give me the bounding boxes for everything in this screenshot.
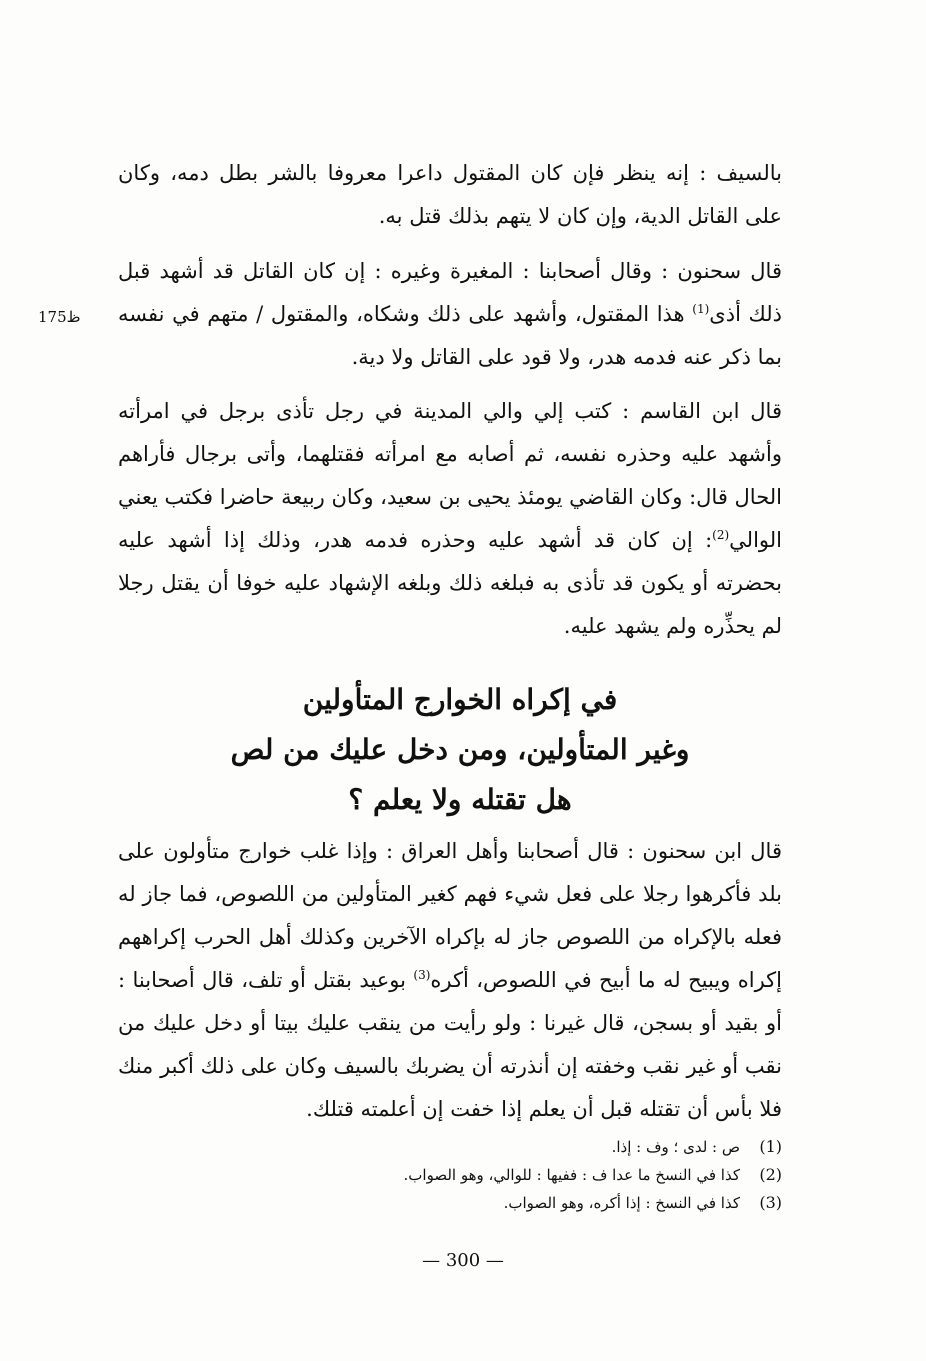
heading-line-3: هل تقتله ولا يعلم ؟ — [348, 783, 572, 816]
paragraph-1-text: بالسيف : إنه ينظر فإن كان المقتول داعرا معروفا بالشر بطل دمه، وكان على القاتل الدية، وإن كان لا يتهم بذلك قتل به. — [118, 161, 782, 228]
paragraph-4 — [118, 830, 782, 1131]
footnote-ref-3: (3) — [413, 968, 431, 982]
page-number: — 300 — — [422, 1250, 504, 1271]
footnote-number: (3) — [759, 1193, 782, 1212]
heading-line-2: وغير المتأولين، ومن دخل عليك من لص — [230, 733, 690, 766]
paragraph-3-text-a: قال ابن القاسم : كتب إلي والي المدينة في رجل تأذى برجل في امرأته وأشهد عليه وحذره نفسه، ثم أصابه مع امرأته فقتلهما، وأتى برجال فأراهم الحال قال: وكان القاضي يومئذ يحيى بن سعيد، وكان ربيعة حاضرا فكتب يعني الوالي — [118, 399, 782, 552]
footnote-ref-1: (1) — [692, 302, 710, 316]
footnote-number: (2) — [759, 1165, 782, 1184]
paragraph-3-text-b: : إن كان قد أشهد عليه وحذره فدمه هدر، وذلك إذا أشهد عليه بحضرته أو يكون قد تأذى به فبلغه ذلك وبلغه الإشهاد عليه خوفا أن يقتل رجلا لم يحذِّره ولم يشهد عليه. — [118, 528, 782, 638]
paragraph-4-text-a: قال ابن سحنون : قال أصحابنا وأهل العراق : وإذا غلب خوارج متأولون على بلد فأكرهوا رجلا على فعل شيء فهم كغير المتأولين من اللصوص، فما جاز له فعله بالإكراه من اللصوص جاز له بإكراه الآخرين وكذلك أهل الحرب إكراههم إكراه ويبيح له ما أبيح في اللصوص، أكره — [118, 839, 782, 992]
paragraph-1 — [118, 152, 782, 238]
marginal-folio-note: 175ظ — [38, 308, 81, 326]
paragraph-3 — [118, 390, 782, 648]
footnote-2 — [330, 1161, 782, 1189]
footnote-1 — [330, 1133, 782, 1161]
footnote-ref-2: (2) — [712, 528, 730, 542]
footnote-text: كذا في النسخ ما عدا ف : ففيها : للوالي، وهو الصواب. — [403, 1166, 740, 1184]
footnote-3 — [330, 1189, 782, 1217]
footnote-text: ص : لدى ؛ وف : إذا. — [611, 1138, 740, 1156]
footnote-number: (1) — [759, 1137, 782, 1156]
footnote-text: كذا في النسخ : إذا أكره، وهو الصواب. — [503, 1194, 740, 1212]
paragraph-2-text-b: هذا المقتول، وأشهد على ذلك وشكاه، والمقتول / متهم في نفسه بما ذكر عنه فدمه هدر، ولا قود على القاتل ولا دية. — [118, 302, 782, 369]
footnotes — [330, 1133, 782, 1217]
paragraph-2 — [118, 250, 782, 379]
heading-line-1: في إكراه الخوارج المتأولين — [302, 683, 618, 716]
section-heading — [150, 675, 770, 825]
paragraph-4-text-b: بوعيد بقتل أو تلف، قال أصحابنا : أو بقيد أو بسجن، قال غيرنا : ولو رأيت من ينقب عليك بيتا أو دخل عليك من نقب أو غير نقب وخفته إن أنذرته أن يضربك بالسيف وكان على ذلك أكبر منك فلا بأس أن تقتله قبل أن يعلم إذا خفت إن أعلمته قتلك. — [118, 968, 782, 1121]
paragraph-2-text-a: قال سحنون : وقال أصحابنا : المغيرة وغيره : إن كان القاتل قد أشهد قبل ذلك أذى — [118, 259, 783, 326]
